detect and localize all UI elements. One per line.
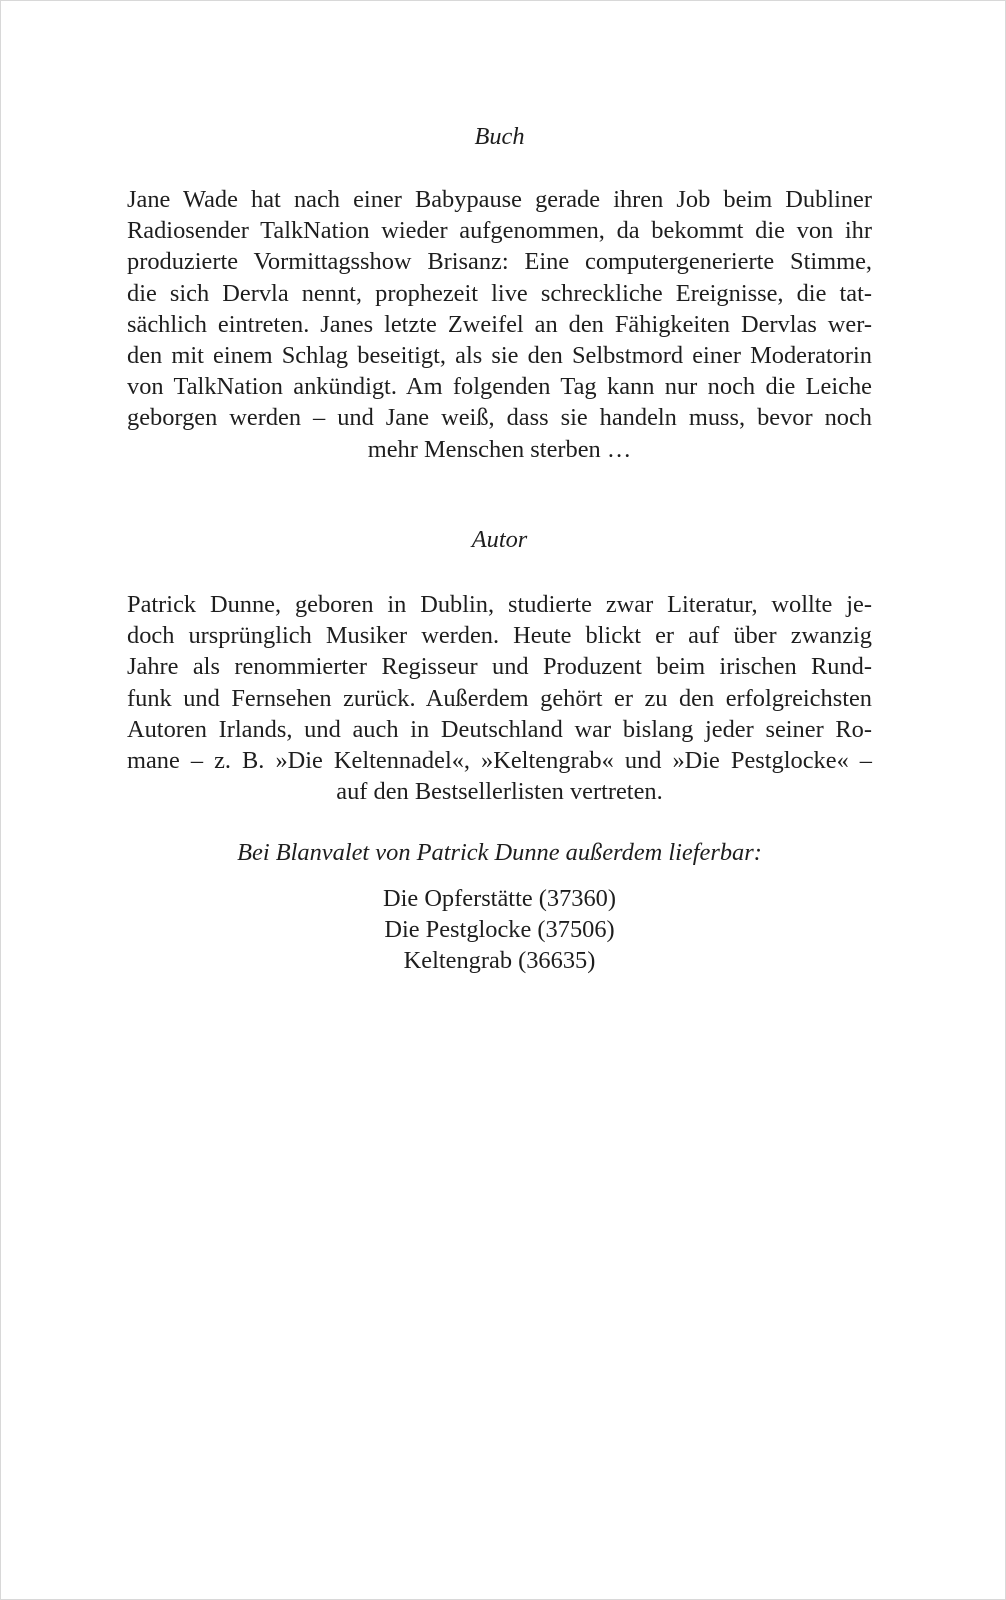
- paragraph-line: sächlich eintreten. Janes letzte Zweifel an den Fähigkeiten Dervlas wer-: [127, 310, 872, 338]
- paragraph-line: produzierte Vormittagsshow Brisanz: Eine computergenerierte Stimme,: [127, 248, 872, 276]
- paragraph-line: von TalkNation ankündigt. Am folgenden Tag kann nur noch die Leiche: [127, 373, 872, 401]
- paragraph-line: Radiosender TalkNation wieder aufgenommen, da bekommt die von ihr: [127, 217, 872, 245]
- also-available-heading: Bei Blanvalet von Patrick Dunne außerdem lieferbar:: [237, 839, 762, 866]
- paragraph-line: den mit einem Schlag beseitigt, als sie den Selbstmord einer Moderatorin: [127, 342, 872, 370]
- paragraph-line: Jahre als renommierter Regisseur und Produzent beim irischen Rund-: [127, 653, 872, 681]
- paragraph-line: die sich Dervla nennt, prophezeit live schreckliche Ereignisse, die tat-: [127, 279, 872, 307]
- paragraph-line: Patrick Dunne, geboren in Dublin, studierte zwar Literatur, wollte je-: [127, 591, 872, 618]
- buch-paragraph: [127, 184, 872, 465]
- paragraph-line: mehr Menschen sterben …: [367, 435, 632, 463]
- autor-paragraph: [127, 589, 872, 807]
- list-item: Die Pestglocke (37506): [384, 916, 615, 944]
- paragraph-line: geborgen werden – und Jane weiß, dass sie handeln muss, bevor noch: [127, 404, 872, 432]
- paragraph-line: Autoren Irlands, und auch in Deutschland war bislang jeder seiner Ro-: [127, 715, 872, 743]
- list-item: Keltengrab (36635): [403, 947, 596, 975]
- section-heading-buch: Buch: [474, 123, 525, 150]
- also-available-list: [127, 883, 872, 977]
- paragraph-line: Jane Wade hat nach einer Babypause gerade ihren Job beim Dubliner: [127, 186, 872, 213]
- paragraph-line: doch ursprünglich Musiker werden. Heute blickt er auf über zwanzig: [127, 622, 872, 650]
- list-item: Die Opferstätte (37360): [383, 885, 616, 912]
- paragraph-line: funk und Fernsehen zurück. Außerdem gehört er zu den erfolgreichsten: [127, 684, 872, 712]
- paragraph-line: auf den Bestsellerlisten vertreten.: [336, 778, 663, 806]
- paragraph-line: mane – z. B. »Die Keltennadel«, »Keltengrab« und »Die Pestglocke« –: [127, 747, 872, 775]
- section-heading-autor: Autor: [471, 526, 528, 553]
